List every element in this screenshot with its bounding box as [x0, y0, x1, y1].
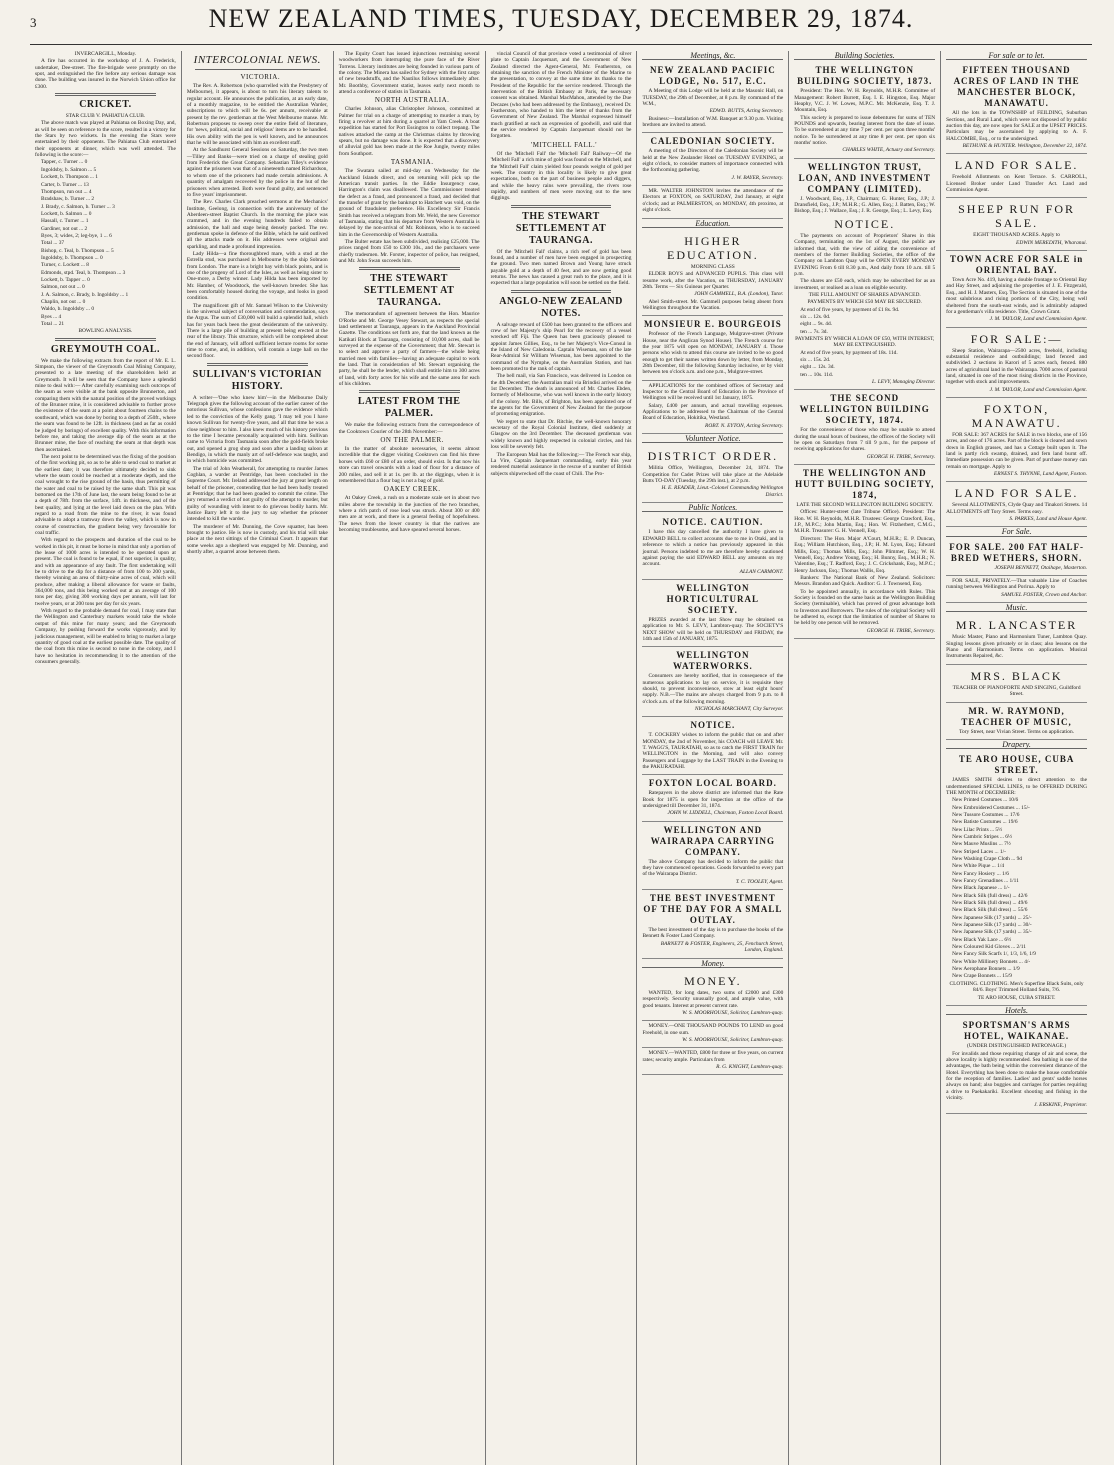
ad-headline: MR. LANCASTER — [955, 618, 1078, 633]
sullivan-headline: SULLIVAN'S VICTORIAN HISTORY. — [192, 368, 322, 392]
advertisement: MR. W. RAYMOND, TEACHER OF MUSIC, Tory Street, near Vivian Street. Terms on application. — [946, 703, 1087, 740]
advertisement: FOXTON, MANAWATU. FOR SALE: 367 ACRES for SALE in two blocks, one of 156 acres, and one of 176 acres. Part of the block is cleared and sown down in English grasses, and has a Cottage built upon it. The land is partly rich swamp, drained, and fern land burnt off. Immediate possession can be given. Part of purchase money can remain on mortgage. Apply to ERNEST S. THYNNE, Land Agent, Foxton. — [946, 398, 1087, 482]
score-line: J. Brady, c. Salmon, b. Turner ... 3 — [41, 203, 115, 210]
advertisement: MONEY.—ONE THOUSAND POUNDS TO LEND on good Freehold, in one sum. W. S. MOORHOUSE, Solicitor, Lambton-quay. — [642, 1021, 783, 1048]
ad-headline: DISTRICT ORDER. — [647, 449, 779, 464]
price-list-item: New Black Silk (full dress) ... 49/6 — [952, 900, 1028, 907]
score-line: Ingoldsby, b. Thompson ... 0 — [41, 254, 103, 261]
advertisement: NEW ZEALAND PACIFIC LODGE, No. 517, E.C. A Meeting of this Lodge will be held at the Masonic Hall, on TUESDAY, the 29th of December, at 8 p.m. By command of the W.M., EDWD. BUTTS, Acting Secretary. Business:—Installation of W.M. Banquet at 9.30 p.m. Visiting brethren are invited to attend. — [642, 62, 783, 133]
ad-headline: FOR SALE:— — [970, 331, 1063, 346]
ad-headline: WELLINGTON HORTICULTURAL SOCIETY. — [666, 582, 760, 615]
article-text: The trial of John Weatherall, for attempting to murder James Coghlan, a warder at Pentridge, has been concluded in the Supreme Court. Mr. Ireland addressed the jury at great length on behalf of the prisoner, contending that he had been badly treated at Pentridge; that he had been goaded to commit the crime. The jury returned a verdict of not guilty of the attempt to murder, but guilty of wounding with intent to do grievous bodily harm. Mr. Justice Barry left it to the jury to say whether the prisoner intended to kill the warder. — [186, 465, 328, 523]
section-header-education: Education. — [642, 221, 783, 228]
score-line: Lockett, b. Salmon ... 0 — [41, 210, 92, 217]
advertisement: THE WELLINGTON AND HUTT BUILDING SOCIETY, 1874, LATE THE SECOND WELLINGTON BUILDING SOCIETY. Offices: Hunter-street (late Tribune Office). President: The Hon. W. H. Reynolds, M.H.R. Trustees: George Crawford, Esq., J.P., M.P.C.; John Martin, Esq.; Hon. W. Fitzherbert, C.M.G., M.H.R. Treasurer: G. H. Vennell, Esq. Directors: The Hon. Major A'Court, M.H.R.; E. P. Duncan, Esq.; William Hutchison, Esq., J.P.; H. M. Lyon, Esq.; Edward Mills, Esq.; Thomas Mills, Esq.; John Plimmer, Esq.; W. H. Vennell, Esq.; Andrew Young, Esq.; H. Bunny, Esq., M.H.R.; N. Valentine, Esq.; T. Radford, Esq.; J. C. Crickshank, Esq., M.P.C.; Henry Jackson, Esq.; Thomas Wallis, Esq. Bankers: The National Bank of New Zealand. Solicitors: Messrs. Brandon and Quick. Auditor: G. J. Townsend, Esq. To be appointed annually, in accordance with Rules. This Society is founded on the same basis as the Wellington Building Society (terminable), which has proved of great advantage both to Investors and Borrowers. The rules of the original Society will be adhered to, except that the limitation of number of Shares to be held by one person will be removed. GEORGE H. TRIBE, Secretary. — [794, 465, 935, 639]
ad-headline: SHEEP RUN FOR SALE. — [958, 202, 1076, 231]
price-list-item: New Japanese Silk (17 yards) ... 30/- — [952, 922, 1032, 929]
ad-headline: MONSIEUR E. BOURGEOIS — [643, 319, 782, 330]
section-header-money: Money. — [642, 961, 783, 968]
article-text: With regard to the prospects and duration of the coal to be worked in this pit, it must be borne in mind that only a portion of the lease of 1000 acres is intended to be operated upon at present. The coal is found to be equal, if not superior, in quality, and with an appearance of any fault. The first undertaking will be to drive to the dip for a distance of from 100 to 200 yards, thereby winning an area of thirty-nine acres of coal, which will produce, after making a liberal allowance for waste or faults, 364,000 tons, and this being worked out at an average of 100 tons per day, giving 300 working days per annum, will last for twelve years, or at 200 tons per day for six years. — [35, 537, 176, 607]
column-4 — [486, 51, 638, 1465]
section-header-volunteer: Volunteer Notice. — [642, 436, 783, 443]
ad-headline: HIGHER EDUCATION. — [667, 233, 759, 262]
score-table-1 — [35, 159, 176, 246]
price-list-item: New Japanese Silk (17 yards) ... 25/- — [952, 914, 1032, 921]
article-text: We regret to state that Dr. Ritchie, the well-known honorary secretary of the Royal Colonial Institute, died suddenly at Glasgow on the 3rd December. The deceased gentleman was widely known and highly respected in colonial circles, and his loss will be severely felt. — [490, 418, 632, 451]
ad-headline: WELLINGTON TRUST, LOAN, AND INVESTMENT COMPANY (LIMITED). — [798, 161, 931, 194]
price-list-item: New Mauve Muslins ... 7½ — [952, 841, 1011, 848]
advertisement: FOR SALE. 200 FAT HALF-BRED WETHERS, SHORN. JOSEPH BENNETT, Otaihape, Masterton. — [946, 539, 1087, 576]
section-header-meetings: Meetings, &c. — [642, 53, 783, 60]
score-line: Byes, 3; wides, 2; leg-bye, 1 ... 6 — [41, 232, 112, 239]
ad-headline: MRS. BLACK — [970, 668, 1063, 683]
score-line: J. A. Salmon, c. Brady, b. Ingoldsby ... 1 — [41, 291, 129, 298]
price-list-item: New Black Japanese ... 1/- — [952, 885, 1010, 892]
column-3 — [334, 51, 486, 1465]
advertisement: MR. WALTER JOHNSTON invites the attendance of the Electors at FOXTON, on SATURDAY, 2nd January, at eight o'clock; and at PALMERSTON, on MONDAY, 4th proximo, at eight o'clock. — [642, 186, 783, 218]
payment-line: six ... 12s. 0d. — [800, 313, 831, 320]
price-list-item: New Black Silk (full dress) ... 42/6 — [952, 892, 1028, 899]
score-line: Turner, c. Lockett ... 8 — [41, 262, 89, 269]
ad-headline: NOTICE. CAUTION. — [662, 517, 764, 528]
payment-line: At end of five years, by payment of £1 8s. 9d. — [800, 306, 900, 313]
palmer-subhead: ON THE PALMER. — [380, 436, 444, 445]
stewart-headline: THE STEWART SETTLEMENT AT TAURANGA. — [363, 273, 455, 309]
advertisement: WELLINGTON AND WAIRARAPA CARRYING COMPANY. The above Company has decided to inform the public that they have commenced operations. Goods forwarded to every part of the Wairarapa District. T. C. TOOLEY, Agent. — [642, 822, 783, 890]
price-list-item: New Fancy Hosiery ... 1/6 — [952, 870, 1009, 877]
article-text: Lady Hilda—a fine thoroughbred mare, with a stud at the Estrella stud, was purchased in Melbourne by the ship Sobraon from London. The mare is a bright bay with black points, and is one of the progeny of Lord of the Isles, as well as being sister to One-more, a Derby winner. Lady Hilda has been imported by Mr. Hamber, of Woodstock, the well-known breeder. She has been comfortably housed during the voyage, and looks in good condition. — [186, 250, 328, 302]
score-line: Lockett, b. Thompson ... 1 — [41, 174, 98, 181]
section-header-building-societies: Building Societies. — [794, 53, 935, 60]
advertisement: WELLINGTON TRUST, LOAN, AND INVESTMENT COMPANY (LIMITED). J. Woodward, Esq., J.P., Chairman; G. Hunter, Esq., J.P.; J. Dransfield, Esq., J.P.; M.H.R.; G. Allen, Esq.; J. Batten, Esq.; W. Bishop, Esq.; J. Wallace, Esq.; J. R. George, Esq.; L. Levy, Esq. NOTICE. The payments on account of Proprietors' Shares in this Company, terminating on the 1st of August, the public are informed that, with the view of aiding the convenience of members of the former Building Societies, the office of the Company on Lambton Quay will be OPEN EVERY MONDAY EVENING From 6 till 8.30 p.m., And daily from 10 a.m. till 5 p.m. The shares are £50 each, which may be subscribed for as an investment, or realised as a loan on eligible security. THE FULL AMOUNT OF SHARES ADVANCED. PAYMENTS BY WHICH £50 MAY BE SECURED. At end of five years, by payment of £1 8s. 9d. six ... 12s. 0d. eight ... 9s. 4d. ten ... 7s. 3d. PAYMENTS BY WHICH A LOAN OF £50, WITH INTEREST, MAY BE EXTINGUISHED. At end of five years, by payment of 18s. 11d. six ... 15s. 2d. eight ... 12s. 3d. ten ... 10s. 11d. L. LEVY, Managing Director. — [794, 159, 935, 391]
ad-headline: FOXTON, MANAWATU. — [971, 401, 1062, 430]
column-6 — [789, 51, 941, 1465]
article-text: The magnificent gift of Mr. Samuel Wilson to the University is the universal subject of conversation and commendation, says the Argus. The sum of £30,000 will build a splendid hall, which has for years back been the great desideratum of the university. There is a large pile of building at present being erected at the rear of the library. This structure, which will be completed about the end of January, will afford sufficient lecture rooms for some time to come, and, in addition, will contain a large hall on the second floor. — [186, 302, 328, 360]
article-text: The Bulter estate has been subdivided, realising £25,000. The prices ranged from £50 to £300 10s., and the purchasers were chiefly tradesmen. Mr. Forster, inspector of police, has resigned, and Mr. John Swan succeeds him. — [338, 238, 480, 264]
price-list-item: New Washing Crape Cloth ... 9d — [952, 855, 1022, 862]
score-line: Tapper, c. Turner ... 0 — [41, 159, 88, 166]
newspaper-title: NEW ZEALAND TIMES, TUESDAY, DECEMBER 29, 1874. — [208, 4, 914, 33]
article-text: The Swatara sailed at mid-day on Wednesday for the Auckland Islands direct, and on returning will pick up the American transit parties. In the Eddie Insurgency case, Harrington's claim was disallowed. The Commissioner treated the defect as a fraud, and pronounced a fraud, and decided that the transfer of grant by the bankrupt to Hatchett was void, on the ground of fraudulent preference. His Excellency Sir Francis Smith has received a telegram from Mr. Weld, the new Governor of Tasmania, stating that his departure from Western Australia is delayed by the non-arrival of Mr. Robinson, who is to succeed him in the Governorship of Western Australia. — [338, 168, 480, 238]
price-list — [946, 797, 1087, 980]
ad-headline: CALEDONIAN SOCIETY. — [650, 136, 776, 147]
score-line: Salmon, not out ... 0 — [41, 284, 85, 291]
article-text: The above match was played at Pahiatua on Boxing Day, and, as will be seen on reference to the score, resulted in a victory for the Stars by two wickets. In the evening the Stars were entertained by their opponents. The Pahiatua Club entertained their opponents at dinner, which was well attended. The following is the score:— — [35, 120, 176, 159]
article-text: We make the following extracts from the report of Mr. E. L. Simpson, the viewer of the Greymouth Coal Mining Company, presented to a late meeting of the shareholders held at Greymouth. It will be seen that the Company have a splendid mine to deal with:— After carefully examining such outcrops of the seam as were visible at the bank opposite Brunnerton, and comparing them with the natural position of the proved workings of the Brunner mine, it is considered advisable to further prove the existence of the seam at a point about fourteen chains to the southward, which was done by boring to a depth of 250ft., where the seam was found to be 12ft. in thickness (and as far as could be judged by borings) of excellent quality. With this information before me, and taking the average dip of the seam as at the Brunner mine, the face of reaching the seam at that depth was then ascertained. — [35, 357, 176, 453]
advertisement: THE WELLINGTON BUILDING SOCIETY, 1873. President: The Hon. W. H. Reynolds, M.H.R. Committee of Management: Robert Burrett, Esq. I. E. Hingston, Esq. Major Heaphy, V.C. J. W. Lowes, M.P.C. Mr. McKenzie, Esq. T. J. Mountain, Esq. This society is prepared to issue debentures for sums of TEN POUNDS and upwards, bearing interest from the date of issue. To be surrendered at any time 7 per cent. per upon three months' notice. To be surrendered at any time 8 per cent. per upon six months' notice. CHARLES WHITE, Actuary and Secretary. — [794, 62, 935, 158]
ad-headline: SPORTSMAN'S ARMS HOTEL, WAIKANAE. — [962, 1020, 1071, 1042]
advertisement: MRS. BLACK TEACHER OF PIANOFORTE AND SINGING, Guildford Street. — [946, 665, 1087, 703]
ad-headline: MONEY. — [684, 973, 742, 988]
score-line: Gardiner, not out ... 2 — [41, 225, 88, 232]
tasmania-subhead: TASMANIA. — [390, 158, 434, 167]
price-list-item: New Batiste Costumes ... 19/6 — [952, 819, 1018, 826]
ad-headline: TOWN ACRE FOR SALE in ORIENTAL BAY. — [949, 254, 1084, 276]
mitchell-subhead: 'MITCHELL FALL.' — [530, 140, 598, 149]
advertisement: NOTICE. CAUTION. I have this day cancelled the authority I have given to EDWARD BELL to collect accounts due to me in Otaki, and in reference to which a notice has previously appeared in this journal. Persons indebted to me are therefore hereby cautioned against paying the said EDWARD BELL any amounts on my account. ALLAN CARMONT. — [642, 514, 783, 579]
article-text: In the matter of absolute necessaries, it seems almost incredible that the digger visiting Cooktown can find his three horses with £60 or £80 of an order, should exist. Is that now his store can travel onwards with a load of flour for a distance of 200 miles, and sell it at 1s. per lb. at the diggings, when it is remembered that a flour bag is not a bag of gold. — [338, 446, 480, 484]
section-header-drapery: Drapery. — [946, 742, 1087, 749]
anglo-headline: ANGLO-NEW ZEALAND NOTES. — [499, 295, 623, 319]
coal-headline: GREYMOUTH COAL. — [50, 343, 161, 355]
north-australia-subhead: NORTH AUSTRALIA. — [374, 96, 450, 105]
article-text: Of the 'Mitchell Fall' claims, a rich reef of gold has been found, and a number of men have been engaged in prospecting the ground. Two men named Brown and Young have struck payable gold at a depth of 40 feet, and are now getting good returns. The news has caused a great rush to the place, and it is expected that a large population will soon be settled on the field. — [490, 248, 632, 287]
price-list-item: New White Millinery Bonnets ... 4/- — [952, 958, 1031, 965]
payment-line: ten ... 7s. 3d. — [800, 328, 828, 335]
score-line: Bradshaw, b. Turner ... 2 — [41, 196, 95, 203]
article-text: vincial Council of that province voted a testimonial of silver plate to Captain Jacquemart, and the Government of New Zealand directed the Agent-General, Mr. Featherston, on obtaining the sanction of the French Minister of the Marine to the presentation, to convey at the same time its thanks to the President of the Republic for the service rendered. Through the intervention of the British Embassy at Paris, the necessary consent was obtained. Marshal MacMahon, attended by the Due Decazes (who had been addressed by the Embassy), received Dr. Featherston, who handed to him the letter of thanks from the Government of New Zealand. The Marshal expressed himself much gratified at such an expression of goodwill, and said that the service rendered by Captain Jacquemart should not be forgotten. — [490, 51, 632, 140]
payment-line: six ... 15s. 2d. — [800, 357, 831, 363]
article-text: At the Sandhurst General Sessions on Saturday, the two men—Tilley and Banks—were tried on a charge of stealing gold from Frederick the Great Company. Sebastian Tilley's evidence against the prisoners was that of a nineteenth named Richardson, to whom one of the prisoners had made certain admissions. A quantity of amalgam recovered by the police in the hut of the prisoners when arrested. Both were found guilty, and sentenced to five years' imprisonment. — [186, 147, 328, 198]
advertisement: DISTRICT ORDER. Militia Office, Wellington, December 24, 1874. The Competition for Cadet Prizes will take place at the Adelaide Butts TO-DAY (Tuesday, the 29th inst.), at 2 p.m. H. E. READER, Lieut.-Colonel Commanding Wellington District. — [642, 445, 783, 503]
article-text: The Rev. A. Robertson (who quarrelled with the Presbytery of Melbourne), it appears, is about to turn his literary talents to regular account. He announces the publication, at an early date, of a monthly magazine, to be entitled the Australian Warder, subscriptions to which will be 6s. per annum, receivable at present by the rev. gentleman at the West Melbourne manse. Mr. Robertson proposes to sweep over the entire field of literature, for 'news, political, social and religious' items are to be handled. His own ability with the pen is well known, and he announces that he will be associated with him an excellent staff. — [186, 83, 328, 147]
cricket-headline: CRICKET. — [79, 99, 132, 111]
price-list-item: New Fancy Grenadines ... 1/11 — [952, 878, 1019, 884]
ad-headline: FOR SALE. 200 FAT HALF-BRED WETHERS, SHORN. — [949, 541, 1084, 563]
column-1 — [30, 51, 182, 1465]
price-list-item: New Japanese Silk (17 yards) ... 35/- — [952, 929, 1032, 936]
score-total: Total ... 21 — [41, 321, 65, 328]
article-text: Charles Johnson, alias Christopher Johnson, committed at Palmer for trial on a charge of attempting to murder a man, by firing a revolver at him during a quarrel at Yam Creek. A boat expedition has started for Port Essington to collect trepang. The natives attacked the camp at the Christmas claims by throwing spears, but no damage was done. It is expected that a discovery of alluvial gold has been made at the Roe Jungle, twenty miles from Southport. — [338, 106, 480, 157]
section-header-hotels: Hotels. — [946, 1008, 1087, 1015]
settlement-headline: THE STEWART SETTLEMENT AT TAURANGA. — [515, 210, 607, 246]
price-list-item: New Cambric Stripes ... 6½ — [952, 833, 1013, 840]
advertisement: THE SECOND WELLINGTON BUILDING SOCIETY, 1874. For the convenience of those who may be unable to attend during the usual hours of business, the offices of the Society will be open on Saturdays from 7 till 9 p.m., for the purpose of receiving applications for shares. GEORGE H. TRIBE, Secretary. — [794, 390, 935, 465]
score-line: Lockett, b. Tapper ... 0 — [41, 276, 90, 283]
ad-headline: FIFTEEN THOUSAND ACRES OF LAND IN THE MANCHESTER BLOCK, MANAWATU. — [953, 65, 1080, 109]
ad-headline: LAND FOR SALE. — [954, 486, 1079, 501]
score-line: Hassall, c. Turner ... 1 — [41, 218, 89, 225]
section-header-music: Music. — [946, 605, 1087, 612]
ad-headline: MR. W. RAYMOND, TEACHER OF MUSIC, — [961, 705, 1072, 727]
price-list-item: New Black Silk (full dress) ... 55/6 — [952, 907, 1028, 914]
column-7 — [941, 51, 1092, 1465]
advertisement: NOTICE. T. COCKERY wishes to inform the public that on and after MONDAY, the 2nd of November, his COACH will LEAVE Mr. T. WAGG'S, TAURATAHI, so as to catch the FIRST TRAIN for WELLINGTON in the Morning, and will also convey Passengers and Luggage by the LAST TRAIN in the Evening to the PAKURATAHI. — [642, 717, 783, 775]
score-line: Carter, b. Turner ... 13 — [41, 181, 89, 188]
score-line: Thompson, run out ... 4 — [41, 188, 92, 195]
price-list-item: New Striped Laces ... 1/- — [952, 848, 1006, 855]
advertisement: WELLINGTON WATERWORKS. Consumers are hereby notified, that in consequence of the numerous applications to lay on service, it is requisite they should, to prevent inconvenience, stow at least eight hours' supply. N.B.—The mains are always charged from 9 p.m. to 8 o'clock a.m. of the following morning. NICHOLAS MARCHANT, City Surveyor. — [642, 647, 783, 717]
advertisement: HIGHER EDUCATION. MORNING CLASS ELDER BOYS and ADVANCED PUPILS. This class will resume work, after the Vacation, on THURSDAY, JANUARY 28th. Terms — Six Guineas per Quarter. JOHN GAMMELL, B.A. (London), Tutor. Abel Smith-street. Mr. Gammell purposes being absent from Wellington throughout the Vacation. — [642, 230, 783, 316]
advertisement: MONEY.—WANTED, £800 for three or five years, on current rates; security ample. Particulars from R. G. KNIGHT, Lambton-quay. — [642, 1048, 783, 1075]
article-text: The European Mail has the following:— The French war ship, La Vire, Captain Jacquemart commanding, early this year rendered material assistance in the rescue of a number of British subjects shipwrecked off the coast of Chili. The Pro- — [490, 451, 632, 477]
column-5 — [637, 51, 789, 1465]
advertisement: MR. LANCASTER Music Master, Piano and Harmonium Tuner, Lambton Quay. Singing lessons given privately or in class; also lessons on the Piano and Harmonium. Terms on application. Musical Instruments Repaired, &c. — [946, 614, 1087, 664]
advertisement: FIFTEEN THOUSAND ACRES OF LAND IN THE MANCHESTER BLOCK, MANAWATU. All the lots in the TOWNSHIP of FEILDING, Suburban Sections, and Rural Land, which were not disposed of by public auction this day, are now open for SALE at the UPSET PRICES. Particulars may be ascertained by applying to A. F. HALCOMBE, Esq., or to the undersigned. BETHUNE & HUNTER. Wellington, December 22, 1874. — [946, 62, 1087, 154]
article-text: Of the 'Mitchell Fall' the 'Mitchell Fall' Railway—Of the 'Mitchell Fall' a rich mine of gold was found on the Mitchell, and the 'Mitchell Fall' claim yielded four pounds weight of gold per week. The country in this locality is likely to give great expectations, both on the part of business people and diggers, and while the heavy rains were prevailing, the rivers rose rapidly, and numbers of men were moving out to the new diggings. — [490, 150, 632, 202]
intercolonial-headline: INTERCOLONIAL NEWS. — [193, 54, 321, 66]
price-list-item: New White Pique ... 1/4 — [952, 863, 1005, 870]
ad-headline: NOTICE. — [690, 720, 736, 731]
column-2 — [182, 51, 334, 1465]
advertisement: APPLICATIONS for the combined offices of Secretary and Inspector to the Central Board of Education in the Province of Wellington will be received until 1st January, 1875. Salary, £400 per annum, and actual travelling expenses. Applications to be addressed to the Chairman of the Central Board of Education, Hokitika, Westland. ROBT. N. EYTON, Acting Secretary. — [642, 381, 783, 434]
price-list-item: New Tussore Costumes ... 17/6 — [952, 811, 1020, 818]
article-text: A writer—'One who knew him'—in the Melbourne Daily Telegraph gives the following account of the earlier career of the notorious Sullivan, whose confessions gave the evidence which led to the conviction of the Kelly gang. 'I may tell you I have known Sullivan for twenty-five years, and all that time he was a close neighbour to him. I also knew much of his history previous to the time I became personally acquainted with him. Sullivan came to Victoria from Tasmania soon after the gold-fields broke out, and opened a grog shop and soon after a landing saloon at Bendigo, in which the manly art of self-defence was taught, and in which homicide was committed. — [186, 394, 328, 465]
score-line: Byes ... 4 — [41, 313, 62, 320]
palmer-headline: LATEST FROM THE PALMER. — [357, 396, 461, 420]
price-list-item: New Lilac Prints ... 5½ — [952, 826, 1003, 833]
advertisement: FOXTON LOCAL BOARD. Ratepayers in the above district are informed that the Rate Book for 1875 is open for inspection at the office of the undersigned till December 31, 1874. JOHN W. LIDDELL, Chairman, Foxton Local Board. — [642, 775, 783, 821]
advertisement: FOR SALE, PRIVATELY.—That valuable Line of Coaches running between Wellington and Porirua. Apply to SAMUEL FOSTER, Crown and Anchor. — [946, 576, 1087, 603]
ad-headline: THE SECOND WELLINGTON BUILDING SOCIETY, 1874. — [799, 393, 930, 426]
advertisement: SPORTSMAN'S ARMS HOTEL, WAIKANAE. (UNDER DISTINGUISHED PATRONAGE.) For invalids and those requiring change of air and scene, the above locality is highly recommended. Sea bathing is one of the advantages, the bath being within the convenient distance of the Hotel. Everything has been done to make the house comfortable for the reception of families. Ladies' and gents' saddle horses always on hand; also buggies and carriages for parties requiring a drive to Paekakariki. Excellent shooting and fishing in the vicinity. J. ERSKINE, Proprietor. — [946, 1017, 1087, 1113]
ad-headline: LAND FOR SALE. — [954, 158, 1079, 173]
page-number: 3 — [30, 15, 37, 30]
article-text: The bell mail, via San Francisco, was delivered in London on the 4th December; the Australian mail via Brindisi arrived on the 1st December. The death is announced of Mr. Charles Ebden, formerly of Melbourne, who was well known in the early history of the colony. Mr. Bills, of Brighton, has been appointed one of the agents for the Government of New Zealand for the purpose of promoting emigration. — [490, 373, 632, 418]
advertisement: WELLINGTON HORTICULTURAL SOCIETY. PRIZES awarded at the last Show may be obtained on application to Mr. S. LEVY, Lambton-quay. The SOCIETY'S NEXT SHOW will be held on THURSDAY and FRIDAY, the 14th and 15th of JANUARY, 1875. — [642, 580, 783, 647]
ad-headline: TE ARO HOUSE, CUBA STREET. — [958, 754, 1075, 776]
payment-line: eight ... 9s. 4d. — [800, 321, 833, 328]
advertisement: LAND FOR SALE. Several ALLOTMENTS, Clyde Quay and Tinakori Streets. 14 ALLOTMENTS off Tory Street. Terms easy. S. PARKES, Land and House Agent. — [946, 482, 1087, 527]
ad-headline: FOXTON LOCAL BOARD. — [648, 778, 777, 789]
section-header-for-sale: For sale or to let. — [946, 53, 1087, 60]
price-list-item: New Coloured Kid Gloves ... 2/11 — [952, 944, 1026, 951]
victoria-subhead: VICTORIA. — [240, 73, 281, 81]
score-line: Waldo, b. Ingoldsby ... 0 — [41, 306, 95, 313]
price-list-item: New Crape Bonnets ... 15/9 — [952, 973, 1012, 980]
article-text: The Rev. Charles Clark preached sermons at the Mechanics' Institute, Geelong, in connection with the anniversary of the Aberdeen-street Baptist Church. In the morning the place was crammed, and in the evening hundreds failed to obtain admission, the hall and stage being densely packed. The rev. gentleman spoke in defence of the Bible, which he said outlived all the attacks made on it. His addresses were original and sparkling, and made a profound impression. — [186, 199, 328, 250]
ad-headline: THE WELLINGTON BUILDING SOCIETY, 1873. — [797, 65, 933, 87]
price-list-item: New Embroidered Costumes ... 15/- — [952, 804, 1030, 811]
article-text: The next point to be determined was the fixing of the position of the first working pit, so as to be able to send coal to market at the earliest date; it was therefore ultimately decided to sink where the seam could be reached at a moderate depth, and the coal wrought to the rise ground of the basin, thus permitting of the water and coal to be raised by the same shaft. This pit was bottomed on the 17th of June last, the seam being found to be at a depth of 78ft. from the surface, 14ft. in thickness, and of the best quality, and lying at the level laid down on the plan. With regard to a road from the mine to the river, it was found advisable to adopt a tramway down the valley, which is now in course of construction, the gradient being very favourable for coal traffic. — [35, 453, 176, 536]
section-header-public-notices: Public Notices. — [642, 505, 783, 512]
score-line: Bishop, c. Teal, b. Thompson ... 5 — [41, 247, 114, 254]
ad-headline: WELLINGTON WATERWORKS. — [672, 650, 753, 672]
score-line: Ingoldsby, b. Salmon ... 5 — [41, 166, 97, 173]
ad-headline: THE BEST INVESTMENT OF THE DAY FOR A SMALL OUTLAY. — [643, 893, 783, 926]
advertisement: THE BEST INVESTMENT OF THE DAY FOR A SMALL OUTLAY. The best investment of the day is to purchase the books of the Bennett & Foster Land Company. BARNETT & FOSTER, Engineers, 25, Fenchurch Street, London, England. — [642, 890, 783, 958]
section-header-for-sale-2: For Sale. — [946, 529, 1087, 536]
advertisement: CALEDONIAN SOCIETY. A meeting of the Directors of the Caledonian Society will be held at the New Zealander Hotel on TUESDAY EVENING, at eight o'clock, to consider matters of importance connected with the forthcoming gathering. J. W. BAYER, Secretary. — [642, 133, 783, 186]
price-list-item: New Black Yak Lace ... 6½ — [952, 936, 1012, 943]
ad-headline: THE WELLINGTON AND HUTT BUILDING SOCIETY, 1874, — [795, 468, 935, 501]
ad-headline: WELLINGTON AND WAIRARAPA CARRYING COMPANY. — [650, 824, 775, 857]
price-list-item: New Aerophane Bonnets ... 1/9 — [952, 966, 1020, 973]
score-table-2 — [35, 248, 176, 328]
cricket-subhead: STAR CLUB V. PAHIATUA CLUB. — [65, 113, 146, 120]
score-total: Total ... 37 — [41, 240, 65, 247]
article-text: The murderer of Mr. Dunning, the Cove squatter, has been brought to justice. He is now in custody, and his trial will take place at the next sittings of the Criminal Court. It appears that some weeks ago a shepherd was engaged by Mr. Dunning, and shortly after, a quarrel arose between them. — [186, 523, 328, 556]
article-text: At Oakey Creek, a rush on a moderate scale set in about two miles above the township in the junction of the two branches, where a rich patch of rose lead was struck. About 300 or 400 men are at work, and there is a general feeling of hopefulness. The news from the lower country is that the natives are becoming troublesome, and have speared several horses. — [338, 495, 480, 533]
advertisement: MONSIEUR E. BOURGEOIS Professor of the French Language, Mulgrave-street (Private House, near the Anglican Synod House). The French course for the year 1875 will open on MONDAY, JANUARY 4. Those persons who wish to attend this course are invited to be so good enough to get their names written down by letter, from Monday, 28th December, till the following Saturday inclusive, or by visit between ten o'clock a.m. and one p.m., Mulgrave-street. — [642, 316, 783, 380]
advertisement: SHEEP RUN FOR SALE. EIGHT THOUSAND ACRES. Apply to EDWIN MEREDITH, Wharanui. — [946, 198, 1087, 251]
score-line: Chaplin, not out ... 0 — [41, 299, 86, 305]
advertisement: MONEY. WANTED, for long dates, two sums of £2000 and £300 respectively. Security unusually good, and ample value, with good tenants. Interest at present current rate. W. S. MOORHOUSE, Solicitor, Lambton-quay. — [642, 970, 783, 1021]
payment-line: eight ... 12s. 3d. — [800, 364, 835, 371]
article-text: With regard to the probable demand for coal, I may state that the Wellington and Canterbury markets would take the whole output of this mine for many years; and the Greymouth Company, by pushing forward the works vigorously, and by judicious management, will be enabled to bring to market a large quantity of good coal at the earliest possible date. The quality of the coal from this mine is second to none in the colony, and I have no hesitation in recommending it to the attention of the consumers generally. — [35, 608, 176, 665]
advertisement: LAND FOR SALE. Freehold Allotments on Kent Terrace. S. CARROLL, Licensed Broker under Land Transfer Act. Land and Commission Agent. — [946, 154, 1087, 198]
oakey-subhead: OAKEY CREEK. — [383, 485, 441, 494]
masthead — [30, 4, 1092, 45]
ad-headline: NEW ZEALAND PACIFIC LODGE, No. 517, E.C. — [650, 65, 776, 87]
dateline: INVERCARGILL, Monday. — [74, 51, 137, 57]
article-text: The memorandum of agreement between the Hon. Maurice O'Rorke and Mr. George Vesey Stewart, as respects the special land settlement at Tauranga, appears in the Auckland Provincial Gazette. The conditions set forth are, that the land known as the Katikati Block at Tauranga, consisting of 10,000 acres, shall be surveyed at the expense of the Government; that Mr. Stewart is to select and approve a party of farmers—the whole being married men with families—having an adequate capital to work the land. That in consideration of Mr. Stewart organising the party, he shall be the lender, which shall entitle him to 300 acres of land, with forty acres for his wife and the same area for each of his children. — [338, 311, 480, 388]
payment-line: ten ... 10s. 11d. — [800, 371, 834, 378]
bowling-subhead: BOWLING ANALYSIS. — [78, 328, 133, 335]
advertisement: FOR SALE:— Sheep Station, Wairarapa—2500 acres, freehold, including substantial residence and outbuildings; land fenced and subdivided. 2 sections in Karori of 5 acres each, fenced. 880 acres of agricultural land in the Wairarapa. 7000 acres of pastoral land, situated in one of the most rising districts in the Province, together with stock and improvements. J. M. TAYLOR, Land and Commission Agent. — [946, 328, 1087, 398]
score-line: Edmonds, stpd. Teal, b. Thompson ... 3 — [41, 269, 126, 276]
payment-line: At end of five years, by payment of 18s. 11d. — [800, 349, 898, 356]
article-text: We make the following extracts from the correspondence of the Cooktown Courier of the 28th November:— — [338, 422, 480, 435]
advertisement: TOWN ACRE FOR SALE in ORIENTAL BAY. Town Acre No. 419, having a double frontage to Oriental Bay and Hay Street, and adjoining the properties of J. E. Fitzgerald, Esq., and H. J. Masters, Esq. The Section is situated in one of the most salubrious and rising portions of the City, being well sheltered from the south-east winds, and is admirably adapted for a gentleman's villa residence. Title, Crown Grant. J. M. TAYLOR, Land and Commission Agent. — [946, 251, 1087, 327]
columns — [30, 51, 1092, 1465]
price-list-item: New Fancy Silk Scarfs 1/, 1/3, 1/6, 1/9 — [952, 951, 1037, 958]
article-text: A salvage reward of £500 has been granted to the officers and crew of her Majesty's ship Pearl for the recovery of a vessel wrecked off Fiji. The Queen has been graciously pleased to appoint James Gillies, Esq., to be her Majesty's Vice-Consul in the Island of New Caledonia. Captain Wiseman, son of the late Rear-Admiral Sir William Wiseman, has been appointed to the command of the Nymphe, on the Australian Station, and has been promoted to the rank of captain. — [490, 321, 632, 373]
article-text: The Equity Court has issued injunctions restraining several woodworkers from interrupting the pure face of the River Torrens. Literary institutes are being founded in various parts of the colony. The Minera has sailed for Sydney with the first cargo of new breadstuffs, and the Nautilus follows immediately after. Mr. Boothby, Government statist, leaves early next month to attend a conference of statists in Tasmania. — [338, 51, 480, 96]
advertisement: TE ARO HOUSE, CUBA STREET. JAMES SMITH desires to direct attention to the undermentioned SPECIAL LINES, to be OFFERED DURING THE MONTH of DECEMBER: New Printed Costumes ... 10/6 New Embroidered Costumes ... 15/- New Tussore Costumes ... 17/6 New Batiste Costumes ... 19/6 New Lilac Prints ... 5½ New Cambric Stripes ... 6½ New Mauve Muslins ... 7½ New Striped Laces ... 1/- New Washing Crape Cloth ... 9d New White Pique ... 1/4 New Fancy Hosiery ... 1/6 New Fancy Grenadines ... 1/11 New Black Japanese ... 1/- New Black Silk (full dress) ... 42/6 New Black Silk (full dress) ... 49/6 New Black Silk (full dress) ... 55/6 New Japanese Silk (17 yards) ... 25/- New Japanese Silk (17 yards) ... 30/- New Japanese Silk (17 yards) ... 35/- New Black Yak Lace ... 6½ New Coloured Kid Gloves ... 2/11 New Fancy Silk Scarfs 1/, 1/3, 1/6, 1/9 New White Millinery Bonnets ... 4/- New Aerophane Bonnets ... 1/9 New Crape Bonnets ... 15/9 CLOTHING. CLOTHING. Men's Superfine Black Suits, only 84/6. Boys' Trimmed Holland Suits, 7/6. TE ARO HOUSE, CUBA STREET. — [946, 751, 1087, 1006]
price-list-item: New Printed Costumes ... 10/6 — [952, 797, 1019, 804]
article-text: A fire has occurred in the workshop of J. A. Frederick, undertaker, Dee-street. The fire-brigade were promptly on the spot, and extinguished the fire before any serious damage was done. The building was insured in the Norwich Union office for £300. — [35, 58, 176, 90]
